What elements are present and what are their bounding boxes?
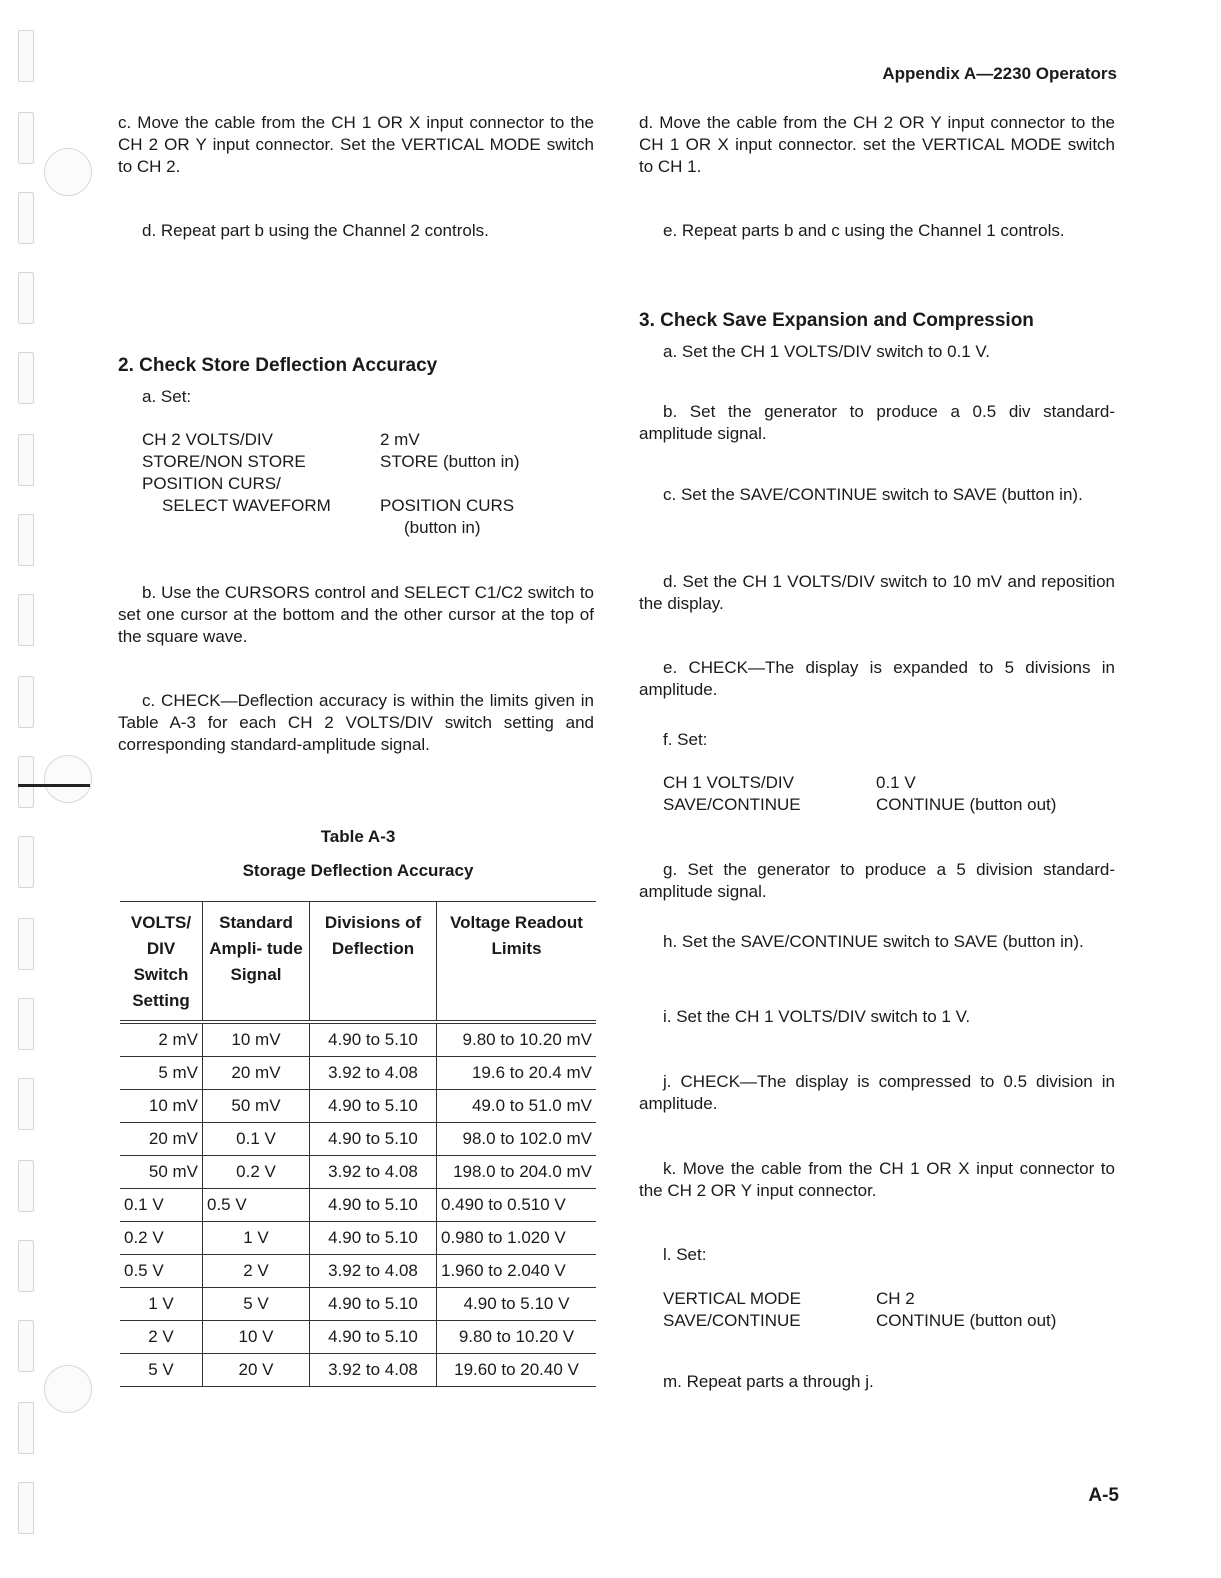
binder-slot xyxy=(18,272,34,324)
table-row xyxy=(120,1189,596,1222)
table-cell: 5 mV xyxy=(120,1057,203,1090)
section-3-step-b: b. Set the generator to produce a 0.5 div standard-amplitude signal. xyxy=(639,402,1115,443)
table-row xyxy=(120,1321,596,1354)
binder-slot xyxy=(18,998,34,1050)
deflection-accuracy-table xyxy=(120,901,596,1387)
punch-hole xyxy=(44,148,92,196)
table-cell: 10 mV xyxy=(203,1022,310,1057)
section-3-step-c: c. Set the SAVE/CONTINUE switch to SAVE (button in). xyxy=(663,485,1083,504)
punch-hole xyxy=(44,1365,92,1413)
table-cell: 50 mV xyxy=(203,1090,310,1123)
binder-slot xyxy=(18,192,34,244)
table-cell: 0.2 V xyxy=(203,1156,310,1189)
table-cell: 4.90 to 5.10 xyxy=(310,1222,437,1255)
table-cell: 198.0 to 204.0 mV xyxy=(437,1156,597,1189)
binder-slot xyxy=(18,1078,34,1130)
settings-value: 2 mV xyxy=(380,430,420,449)
table-cell: 3.92 to 4.08 xyxy=(310,1354,437,1387)
page-header: Appendix A—2230 Operators xyxy=(882,64,1117,83)
step-c-left: c. Move the cable from the CH 1 OR X input connector to the CH 2 OR Y input connector. Set the VERTICAL MODE switch to CH 2. xyxy=(118,113,594,176)
section-2-heading: 2. Check Store Deflection Accuracy xyxy=(118,355,438,376)
section-3-heading: 3. Check Save Expansion and Compression xyxy=(639,310,1034,331)
tab-mark xyxy=(18,784,90,787)
section-3-step-d: d. Set the CH 1 VOLTS/DIV switch to 10 mV and reposition the display. xyxy=(639,572,1115,613)
section-3-step-j: j. CHECK—The display is compressed to 0.5 division in amplitude. xyxy=(639,1072,1115,1113)
table-cell: 50 mV xyxy=(120,1156,203,1189)
settings-value: CH 2 xyxy=(876,1289,915,1308)
table-cell: 4.90 to 5.10 xyxy=(310,1189,437,1222)
table-cell: 4.90 to 5.10 xyxy=(310,1090,437,1123)
settings-value: CONTINUE (button out) xyxy=(876,1311,1057,1330)
table-cell: 3.92 to 4.08 xyxy=(310,1057,437,1090)
table-cell: 0.490 to 0.510 V xyxy=(437,1189,597,1222)
section-3-step-l: l. Set: xyxy=(663,1245,707,1264)
table-row xyxy=(120,1354,596,1387)
table-cell: 2 mV xyxy=(120,1022,203,1057)
table-cell: 2 V xyxy=(203,1255,310,1288)
table-cell: 9.80 to 10.20 mV xyxy=(437,1022,597,1057)
binder-slot xyxy=(18,434,34,486)
table-cell: 0.5 V xyxy=(120,1255,203,1288)
binder-slot xyxy=(18,112,34,164)
table-cell: 10 mV xyxy=(120,1090,203,1123)
settings-value: 0.1 V xyxy=(876,773,916,792)
binder-slot xyxy=(18,352,34,404)
binder-slot xyxy=(18,514,34,566)
table-cell: 0.1 V xyxy=(203,1123,310,1156)
step-e-right: e. Repeat parts b and c using the Channel 1 controls. xyxy=(663,221,1065,240)
binder-slot xyxy=(18,1402,34,1454)
page-number: A-5 xyxy=(1088,1485,1119,1506)
section-3-step-a: a. Set the CH 1 VOLTS/DIV switch to 0.1 V. xyxy=(663,342,990,361)
step-d-right: d. Move the cable from the CH 2 OR Y input connector to the CH 1 OR X input connector. set the VERTICAL MODE switch to CH 1. xyxy=(639,113,1115,176)
table-cell: 19.60 to 20.40 V xyxy=(437,1354,597,1387)
table-row xyxy=(120,1022,596,1057)
binder-slot xyxy=(18,30,34,82)
binder-slot xyxy=(18,1160,34,1212)
table-number: Table A-3 xyxy=(320,827,396,846)
section-3-step-h: h. Set the SAVE/CONTINUE switch to SAVE (button in). xyxy=(663,932,1084,951)
table-cell: 20 mV xyxy=(203,1057,310,1090)
table-cell: 0.5 V xyxy=(203,1189,310,1222)
binder-slot xyxy=(18,1240,34,1292)
table-cell: 10 V xyxy=(203,1321,310,1354)
table-cell: 20 V xyxy=(203,1354,310,1387)
section-3-step-i: i. Set the CH 1 VOLTS/DIV switch to 1 V. xyxy=(663,1007,971,1026)
settings-name: CH 2 VOLTS/DIV xyxy=(142,430,273,449)
section-3-step-g: g. Set the generator to produce a 5 division standard-amplitude signal. xyxy=(639,860,1115,901)
table-row xyxy=(120,1255,596,1288)
binder-edge xyxy=(0,0,40,1578)
settings-name: SAVE/CONTINUE xyxy=(663,1311,801,1330)
table-cell: 4.90 to 5.10 xyxy=(310,1022,437,1057)
binder-slot xyxy=(18,676,34,728)
section-3-step-m: m. Repeat parts a through j. xyxy=(663,1372,874,1391)
table-cell: 1.960 to 2.040 V xyxy=(437,1255,597,1288)
section-3-step-k: k. Move the cable from the CH 1 OR X input connector to the CH 2 OR Y input connector. xyxy=(639,1159,1115,1200)
section-2-step-c: c. CHECK—Deflection accuracy is within the limits given in Table A-3 for each CH 2 VOLTS/DIV switch setting and corresponding standard-amplitude signal. xyxy=(118,691,594,754)
table-cell: 98.0 to 102.0 mV xyxy=(437,1123,597,1156)
column-header: Standard Ampli- tude Signal xyxy=(203,902,310,1023)
settings-value: POSITION CURS xyxy=(380,496,515,515)
settings-name: POSITION CURS/ xyxy=(142,474,281,493)
settings-name: VERTICAL MODE xyxy=(663,1289,801,1308)
settings-name: STORE/NON STORE xyxy=(142,452,306,471)
table-title: Storage Deflection Accuracy xyxy=(242,861,474,880)
settings-name: CH 1 VOLTS/DIV xyxy=(663,773,794,792)
table-cell: 3.92 to 4.08 xyxy=(310,1156,437,1189)
settings-value: (button in) xyxy=(404,518,481,537)
binder-slot xyxy=(18,594,34,646)
section-2-step-b: b. Use the CURSORS control and SELECT C1/C2 switch to set one cursor at the bottom and the other cursor at the top of the square wave. xyxy=(118,583,594,646)
table-cell: 2 V xyxy=(120,1321,203,1354)
table-row xyxy=(120,1123,596,1156)
table-cell: 5 V xyxy=(203,1288,310,1321)
table-row xyxy=(120,1288,596,1321)
binder-slot xyxy=(18,756,34,808)
table-cell: 1 V xyxy=(203,1222,310,1255)
table-row xyxy=(120,1222,596,1255)
table-cell: 4.90 to 5.10 xyxy=(310,1321,437,1354)
binder-slot xyxy=(18,918,34,970)
section-3-step-f: f. Set: xyxy=(663,730,708,749)
table-cell: 4.90 to 5.10 xyxy=(310,1288,437,1321)
binder-slot xyxy=(18,1320,34,1372)
table-cell: 0.1 V xyxy=(120,1189,203,1222)
table-cell: 0.980 to 1.020 V xyxy=(437,1222,597,1255)
table-cell: 5 V xyxy=(120,1354,203,1387)
table-cell: 3.92 to 4.08 xyxy=(310,1255,437,1288)
settings-value: STORE (button in) xyxy=(380,452,520,471)
table-cell: 49.0 to 51.0 mV xyxy=(437,1090,597,1123)
table-cell: 19.6 to 20.4 mV xyxy=(437,1057,597,1090)
table-cell: 1 V xyxy=(120,1288,203,1321)
settings-name: SELECT WAVEFORM xyxy=(162,496,331,515)
binder-slot xyxy=(18,836,34,888)
binder-slot xyxy=(18,1482,34,1534)
settings-name: SAVE/CONTINUE xyxy=(663,795,801,814)
settings-value: CONTINUE (button out) xyxy=(876,795,1057,814)
column-header: VOLTS/ DIV Switch Setting xyxy=(120,902,203,1023)
table-row xyxy=(120,1090,596,1123)
table-cell: 9.80 to 10.20 V xyxy=(437,1321,597,1354)
table-cell: 20 mV xyxy=(120,1123,203,1156)
section-2-step-a: a. Set: xyxy=(142,387,192,406)
table-cell: 4.90 to 5.10 xyxy=(310,1123,437,1156)
column-header: Divisions of Deflection xyxy=(310,902,437,1023)
step-d-left: d. Repeat part b using the Channel 2 controls. xyxy=(142,221,489,240)
table-cell: 4.90 to 5.10 V xyxy=(437,1288,597,1321)
table-row xyxy=(120,1156,596,1189)
table-row xyxy=(120,1057,596,1090)
section-3-step-e: e. CHECK—The display is expanded to 5 divisions in amplitude. xyxy=(639,658,1115,699)
punch-hole xyxy=(44,755,92,803)
column-header: Voltage Readout Limits xyxy=(437,902,597,1023)
table-cell: 0.2 V xyxy=(120,1222,203,1255)
table-header-row xyxy=(120,902,596,1023)
